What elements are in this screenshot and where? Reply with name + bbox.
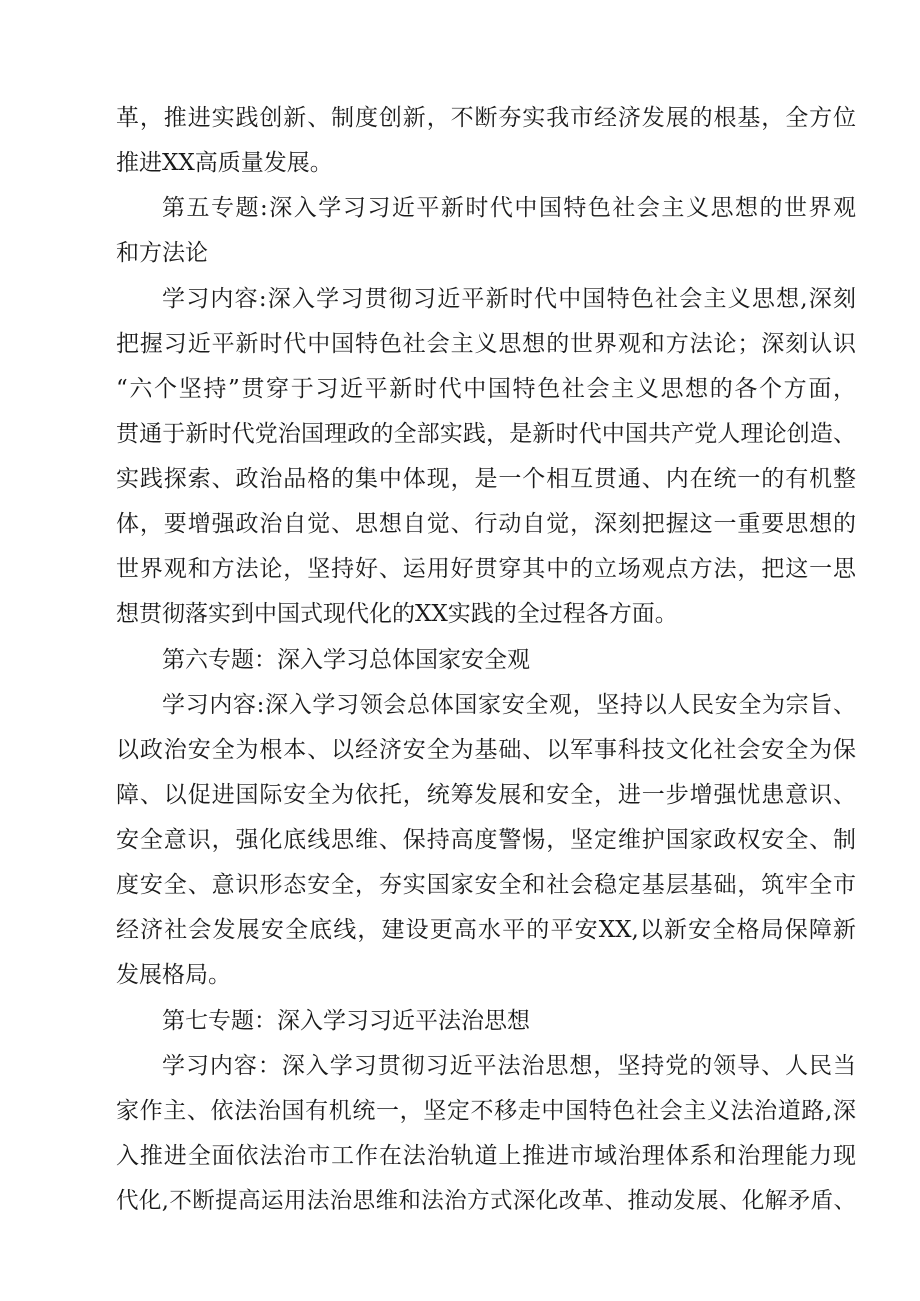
body-text-line: 障、以促进国际安全为依托，统筹发展和安全，进一步增强忧患意识、 [116,782,856,808]
body-text-line: 以政治安全为根本、以经济安全为基础、以军事科技文化社会安全为保 [116,737,856,763]
section-heading-line: 第五专题:深入学习习近平新时代中国特色社会主义思想的世界观 [162,195,856,221]
body-text-line: 世界观和方法论，坚持好、运用好贯穿其中的立场观点方法，把这一思 [116,556,856,582]
body-text-line: 推进XX高质量发展。 [116,150,333,176]
body-text-line: 发展格局。 [116,962,231,988]
body-text-line: 想贯彻落实到中国式现代化的XX实践的全过程各方面。 [116,601,678,627]
body-text-line: 家作主、依法治国有机统一，坚定不移走中国特色社会主义法治道路,深 [116,1098,856,1124]
body-text-line: 革，推进实践创新、制度创新，不断夯实我市经济发展的根基，全方位 [116,105,856,131]
body-text-line: 把握习近平新时代中国特色社会主义思想的世界观和方法论；深刻认识 [116,331,856,357]
body-text-line: “六个坚持”贯穿于习近平新时代中国特色社会主义思想的各个方面， [116,376,856,402]
body-text-line: 入推进全面依法治市工作在法治轨道上推进市域治理体系和治理能力现 [116,1143,856,1169]
body-text-line: 经济社会发展安全底线，建设更高水平的平安XX,以新安全格局保障新 [116,917,856,943]
section-heading-line: 第六专题：深入学习总体国家安全观 [162,647,530,673]
section-heading-line: 和方法论 [116,240,208,266]
body-text-line: 学习内容：深入学习贯彻习近平法治思想，坚持党的领导、人民当 [162,1053,856,1079]
body-text-line: 代化,不断提高运用法治思维和法治方式深化改革、推动发展、化解矛盾、 [116,1188,856,1214]
body-text-line: 体，要增强政治自觉、思想自觉、行动自觉，深刻把握这一重要思想的 [116,511,856,537]
body-text-line: 学习内容:深入学习贯彻习近平新时代中国特色社会主义思想,深刻 [162,286,856,312]
body-text-line: 安全意识，强化底线思维、保持高度警惕，坚定维护国家政权安全、制 [116,827,856,853]
section-heading-line: 第七专题：深入学习习近平法治思想 [162,1008,530,1034]
body-text-line: 学习内容:深入学习领会总体国家安全观，坚持以人民安全为宗旨、 [162,692,856,718]
body-text-line: 度安全、意识形态安全，夯实国家安全和社会稳定基层基础，筑牢全市 [116,872,856,898]
body-text-line: 实践探索、政治品格的集中体现，是一个相互贯通、内在统一的有机整 [116,466,856,492]
body-text-line: 贯通于新时代党治国理政的全部实践，是新时代中国共产党人理论创造、 [116,421,856,447]
